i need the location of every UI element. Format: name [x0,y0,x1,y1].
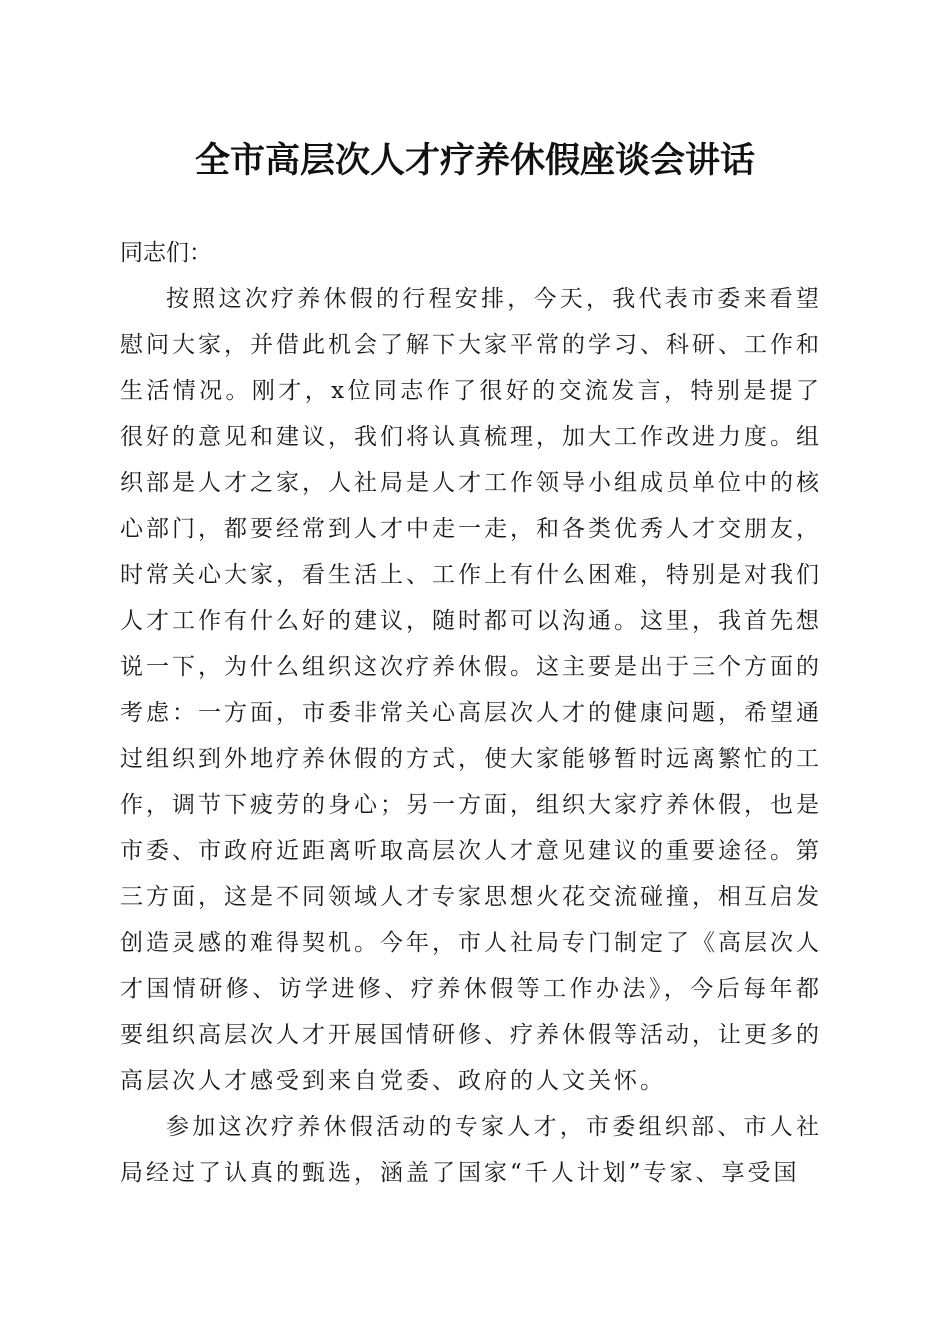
paragraph-1: 按照这次疗养休假的行程安排，今天，我代表市委来看望慰问大家，并借此机会了解下大家平常的学习、科研、工作和生活情况。刚才，x位同志作了很好的交流发言，特别是提了很好的意见和建议，我们将认真梳理，加大工作改进力度。组织部是人才之家，人社局是人才工作领导小组成员单位中的核心部门，都要经常到人才中走一走，和各类优秀人才交朋友，时常关心大家，看生活上、工作上有什么困难，特别是对我们人才工作有什么好的建议，随时都可以沟通。这里，我首先想说一下，为什么组织这次疗养休假。这主要是出于三个方面的考虑：一方面，市委非常关心高层次人才的健康问题，希望通过组织到外地疗养休假的方式，使大家能够暂时远离繁忙的工作，调节下疲劳的身心；另一方面，组织大家疗养休假，也是市委、市政府近距离听取高层次人才意见建议的重要途径。第三方面，这是不同领域人才专家思想火花交流碰撞，相互启发创造灵感的难得契机。今年，市人社局专门制定了《高层次人才国情研修、访学进修、疗养休假等工作办法》，今后每年都要组织高层次人才开展国情研修、疗养休假等活动，让更多的高层次人才感受到来自党委、政府的人文关怀。 [120,286,822,1094]
document-body [120,230,822,1196]
paragraph-2: 参加这次疗养休假活动的专家人才，市委组织部、市人社局经过了认真的甄选，涵盖了国家“千人计划”专家、享受国 [120,1114,822,1186]
salutation: 同志们： [120,240,212,266]
document-title: 全市高层次人才疗养休假座谈会讲话 [194,140,755,181]
